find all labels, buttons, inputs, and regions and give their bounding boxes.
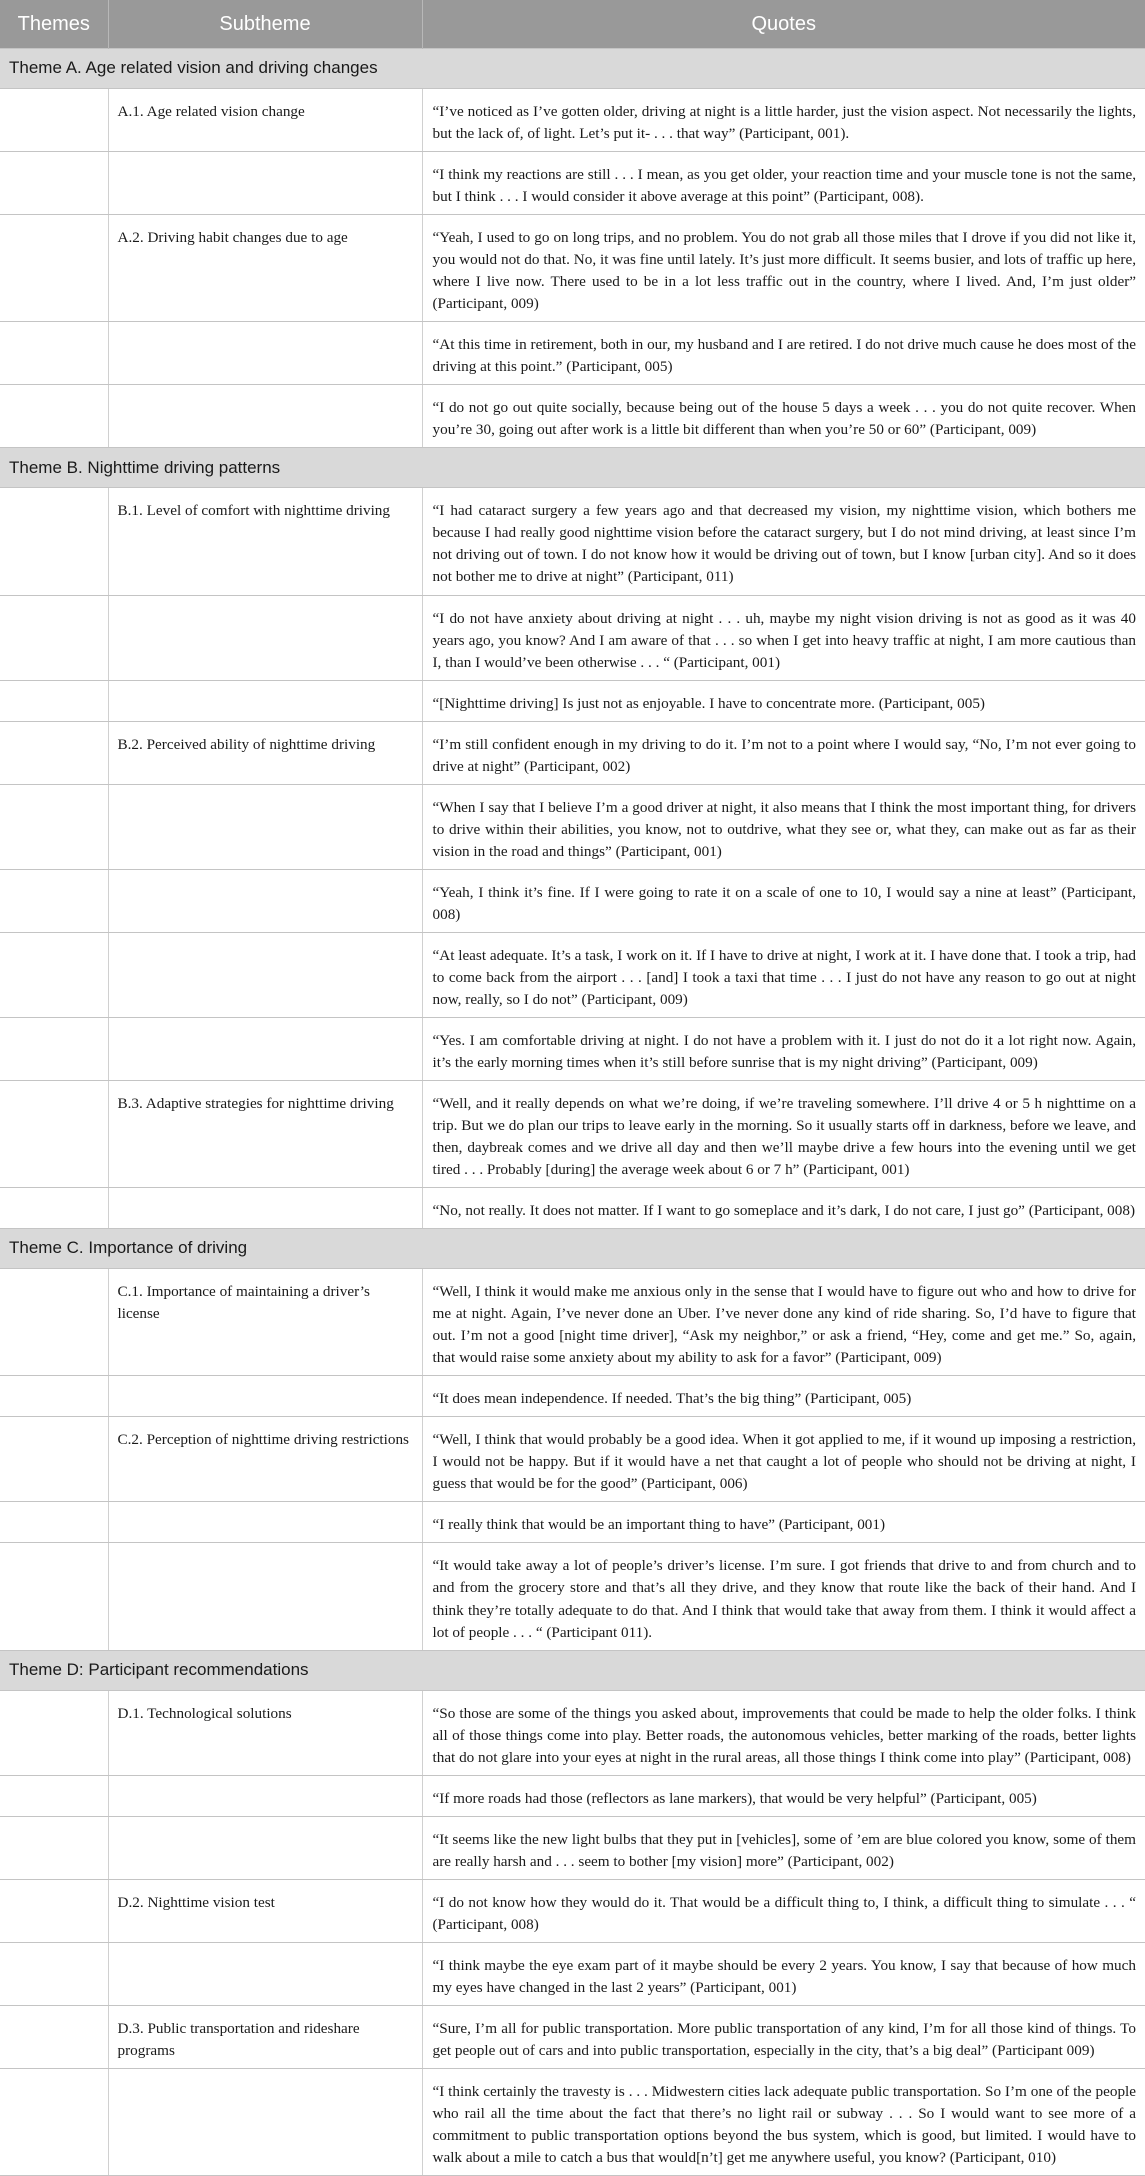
subtheme-cell	[108, 680, 422, 721]
quote-cell: “I do not go out quite socially, because being out of the house 5 days a week . . . you do not quite recover. When you’re 30, going out after work is a little bit different than when you’re 50 or 60” (Participant, 009)	[422, 385, 1145, 448]
quote-row	[0, 595, 1145, 680]
theme-row	[0, 49, 1145, 89]
quote-row	[0, 2005, 1145, 2068]
quote-cell: “It would take away a lot of people’s driver’s license. I’m sure. I got friends that drive to and from church and to and from the grocery store and that’s all they drive, and they know that route like the back of their hand. And I think they’re totally adequate to do that. And I think that would take that away from them. I think it would affect a lot of people . . . “ (Participant 011).	[422, 1543, 1145, 1650]
quote-row	[0, 385, 1145, 448]
quote-cell: “I do not know how they would do it. That would be a difficult thing to, I think, a difficult thing to simulate . . . “ (Participant, 008)	[422, 1879, 1145, 1942]
quote-cell: “I think my reactions are still . . . I mean, as you get older, your reaction time and your muscle tone is not the same, but I think . . . I would consider it above average at this point” (Participant, 008).	[422, 152, 1145, 215]
themes-cell	[0, 721, 108, 784]
subtheme-cell: C.2. Perception of nighttime driving restrictions	[108, 1417, 422, 1502]
subtheme-cell	[108, 1816, 422, 1879]
quote-cell: “It does mean independence. If needed. That’s the big thing” (Participant, 005)	[422, 1376, 1145, 1417]
quote-row	[0, 680, 1145, 721]
theme-row	[0, 448, 1145, 488]
themes-cell	[0, 488, 108, 595]
quote-cell: “At this time in retirement, both in our, my husband and I are retired. I do not drive much cause he does most of the driving at this point.” (Participant, 005)	[422, 322, 1145, 385]
themes-cell	[0, 1417, 108, 1502]
subtheme-cell	[108, 385, 422, 448]
themes-cell	[0, 869, 108, 932]
quote-row	[0, 1879, 1145, 1942]
quote-cell: “Sure, I’m all for public transportation. More public transportation of any kind, I’m for all those kind of things. To get people out of cars and into public transportation, especially in the city, that’s a big deal” (Participant 009)	[422, 2005, 1145, 2068]
quote-row	[0, 1417, 1145, 1502]
quote-cell: “[Nighttime driving] Is just not as enjoyable. I have to concentrate more. (Participant, 005)	[422, 680, 1145, 721]
subtheme-cell: C.1. Importance of maintaining a driver’s license	[108, 1269, 422, 1376]
subtheme-cell	[108, 1376, 422, 1417]
header-row	[0, 0, 1145, 49]
subtheme-cell: A.1. Age related vision change	[108, 89, 422, 152]
quote-row	[0, 1376, 1145, 1417]
subtheme-cell	[108, 595, 422, 680]
quote-row	[0, 1269, 1145, 1376]
quote-cell: “When I say that I believe I’m a good driver at night, it also means that I think the most important thing, for drivers to drive within their abilities, you know, not to outdrive, what they see or, what they, can make out as far as their vision in the road and things” (Participant, 001)	[422, 784, 1145, 869]
quote-row	[0, 89, 1145, 152]
quote-cell: “Well, I think it would make me anxious only in the sense that I would have to figure out who and how to drive for me at night. Again, I’ve never done an Uber. I’ve never done any kind of ride sharing. So, I’d have to figure that out. I’m not a good [night time driver], “Ask my neighbor,” or ask a friend, “Hey, come and get me.” So, again, that would raise some anxiety about my ability to ask for a favor” (Participant, 009)	[422, 1269, 1145, 1376]
quote-row	[0, 1775, 1145, 1816]
themes-cell	[0, 1081, 108, 1188]
quote-cell: “I do not have anxiety about driving at night . . . uh, maybe my night vision driving is not as good as it was 40 years ago, you know? And I am aware of that . . . so when I get into heavy traffic at night, I am more cautious than I, than I would’ve been otherwise . . . “ (Participant, 001)	[422, 595, 1145, 680]
header-themes: Themes	[0, 0, 108, 49]
quote-cell: “At least adequate. It’s a task, I work on it. If I have to drive at night, I work at it. I have done that. I took a trip, had to come back from the airport . . . [and] I took a taxi that time . . . I just do not have any reason to go out at night now, really, so I do not” (Participant, 009)	[422, 932, 1145, 1017]
quote-row	[0, 1816, 1145, 1879]
theme-heading: Theme C. Importance of driving	[0, 1229, 1145, 1269]
themes-cell	[0, 932, 108, 1017]
themes-cell	[0, 152, 108, 215]
subtheme-cell	[108, 784, 422, 869]
quote-cell: “I really think that would be an important thing to have” (Participant, 001)	[422, 1502, 1145, 1543]
themes-cell	[0, 1816, 108, 1879]
subtheme-cell	[108, 2068, 422, 2175]
quote-row	[0, 1543, 1145, 1650]
theme-heading: Theme D: Participant recommendations	[0, 1650, 1145, 1690]
subtheme-cell: A.2. Driving habit changes due to age	[108, 215, 422, 322]
quote-row	[0, 932, 1145, 1017]
themes-cell	[0, 1376, 108, 1417]
themes-cell	[0, 385, 108, 448]
quote-cell: “I’m still confident enough in my driving to do it. I’m not to a point where I would say, “No, I’m not ever going to drive at night” (Participant, 002)	[422, 721, 1145, 784]
themes-cell	[0, 2068, 108, 2175]
quote-row	[0, 215, 1145, 322]
subtheme-cell	[108, 1775, 422, 1816]
quote-row	[0, 488, 1145, 595]
quote-cell: “I think certainly the travesty is . . . Midwestern cities lack adequate public transportation. So I’m one of the people who rail all the time about the fact that there’s no light rail or subway . . . So I would want to see more of a commitment to public transportation options beyond the bus system, which is good, but limited. I would have to walk about a mile to catch a bus that would[n’t] get me anywhere useful, you know? (Participant, 010)	[422, 2068, 1145, 2175]
quote-cell: “Yes. I am comfortable driving at night. I do not have a problem with it. I just do not do it a lot right now. Again, it’s the early morning times when it’s still before sunrise that is my night driving” (Participant, 009)	[422, 1017, 1145, 1080]
quote-cell: “Well, and it really depends on what we’re doing, if we’re traveling somewhere. I’ll drive 4 or 5 h nighttime on a trip. But we do plan our trips to leave early in the morning. So it usually starts off in darkness, before we leave, and then, daybreak comes and we drive all day and then we’ll maybe drive a few hours into the evening until we get tired . . . Probably [during] the average week about 6 or 7 h” (Participant, 001)	[422, 1081, 1145, 1188]
theme-heading: Theme A. Age related vision and driving changes	[0, 49, 1145, 89]
subtheme-cell	[108, 152, 422, 215]
subtheme-cell	[108, 322, 422, 385]
themes-cell	[0, 1017, 108, 1080]
quote-cell: “Yeah, I used to go on long trips, and no problem. You do not grab all those miles that I drove if you did not like it, you would not do that. No, it was fine until lately. It’s just more difficult. It seems busier, and lots of traffic up here, where I live now. There used to be in a lot less traffic out in the country, where I lived. And, I’m just older” (Participant, 009)	[422, 215, 1145, 322]
quote-row	[0, 1081, 1145, 1188]
quote-cell: “Yeah, I think it’s fine. If I were going to rate it on a scale of one to 10, I would say a nine at least” (Participant, 008)	[422, 869, 1145, 932]
themes-cell	[0, 680, 108, 721]
themes-cell	[0, 322, 108, 385]
subtheme-cell: D.2. Nighttime vision test	[108, 1879, 422, 1942]
subtheme-cell: B.2. Perceived ability of nighttime driving	[108, 721, 422, 784]
subtheme-cell: B.1. Level of comfort with nighttime driving	[108, 488, 422, 595]
themes-cell	[0, 89, 108, 152]
subtheme-cell	[108, 1942, 422, 2005]
quote-cell: “No, not really. It does not matter. If I want to go someplace and it’s dark, I do not care, I just go” (Participant, 008)	[422, 1188, 1145, 1229]
themes-cell	[0, 1502, 108, 1543]
themes-cell	[0, 1543, 108, 1650]
theme-row	[0, 1650, 1145, 1690]
themes-cell	[0, 1942, 108, 2005]
themes-cell	[0, 215, 108, 322]
theme-row	[0, 1229, 1145, 1269]
subtheme-cell	[108, 1017, 422, 1080]
header-quotes: Quotes	[422, 0, 1145, 49]
quote-cell: “It seems like the new light bulbs that they put in [vehicles], some of ’em are blue colored you know, some of them are really harsh and . . . seem to bother [my vision] more” (Participant, 002)	[422, 1816, 1145, 1879]
themes-cell	[0, 2005, 108, 2068]
quote-cell: “Well, I think that would probably be a good idea. When it got applied to me, if it wound up imposing a restriction, I would not be happy. But if it would have a net that caught a lot of people who should not be driving at night, I guess that would be for the good” (Participant, 006)	[422, 1417, 1145, 1502]
quote-row	[0, 1017, 1145, 1080]
quote-cell: “If more roads had those (reflectors as lane markers), that would be very helpful” (Participant, 005)	[422, 1775, 1145, 1816]
quote-row	[0, 869, 1145, 932]
quote-row	[0, 1502, 1145, 1543]
subtheme-cell	[108, 869, 422, 932]
quote-row	[0, 721, 1145, 784]
quote-row	[0, 322, 1145, 385]
themes-cell	[0, 784, 108, 869]
quote-cell: “I had cataract surgery a few years ago and that decreased my vision, my nighttime vision, which bothers me because I had really good nighttime vision before the cataract surgery, but I do not mind driving, at least since I’m not driving out of town. I do not know how it would be driving out of town, but I know [urban city]. And so it does not bother me to drive at night” (Participant, 011)	[422, 488, 1145, 595]
subtheme-cell: D.1. Technological solutions	[108, 1690, 422, 1775]
subtheme-cell	[108, 932, 422, 1017]
table-body	[0, 49, 1145, 2176]
quote-row	[0, 1942, 1145, 2005]
themes-cell	[0, 1879, 108, 1942]
themes-cell	[0, 1269, 108, 1376]
subtheme-cell: D.3. Public transportation and rideshare programs	[108, 2005, 422, 2068]
subtheme-cell	[108, 1502, 422, 1543]
subtheme-cell	[108, 1543, 422, 1650]
header-subtheme: Subtheme	[108, 0, 422, 49]
quote-cell: “I think maybe the eye exam part of it maybe should be every 2 years. You know, I say that because of how much my eyes have changed in the last 2 years” (Participant, 001)	[422, 1942, 1145, 2005]
quote-row	[0, 784, 1145, 869]
quote-row	[0, 152, 1145, 215]
themes-cell	[0, 1690, 108, 1775]
quote-cell: “So those are some of the things you asked about, improvements that could be made to help the older folks. I think all of those things come into play. Better roads, the autonomous vehicles, better marking of the roads, better lights that do not glare into your eyes at night in the rural areas, all those things I think come into play” (Participant, 008)	[422, 1690, 1145, 1775]
themes-cell	[0, 595, 108, 680]
theme-heading: Theme B. Nighttime driving patterns	[0, 448, 1145, 488]
subtheme-cell: B.3. Adaptive strategies for nighttime driving	[108, 1081, 422, 1188]
quote-row	[0, 1690, 1145, 1775]
subtheme-cell	[108, 1188, 422, 1229]
themes-cell	[0, 1188, 108, 1229]
themes-cell	[0, 1775, 108, 1816]
quote-cell: “I’ve noticed as I’ve gotten older, driving at night is a little harder, just the vision aspect. Not necessarily the lights, but the lack of, of light. Let’s put it- . . . that way” (Participant, 001).	[422, 89, 1145, 152]
table-header	[0, 0, 1145, 49]
quote-row	[0, 2068, 1145, 2175]
quote-row	[0, 1188, 1145, 1229]
